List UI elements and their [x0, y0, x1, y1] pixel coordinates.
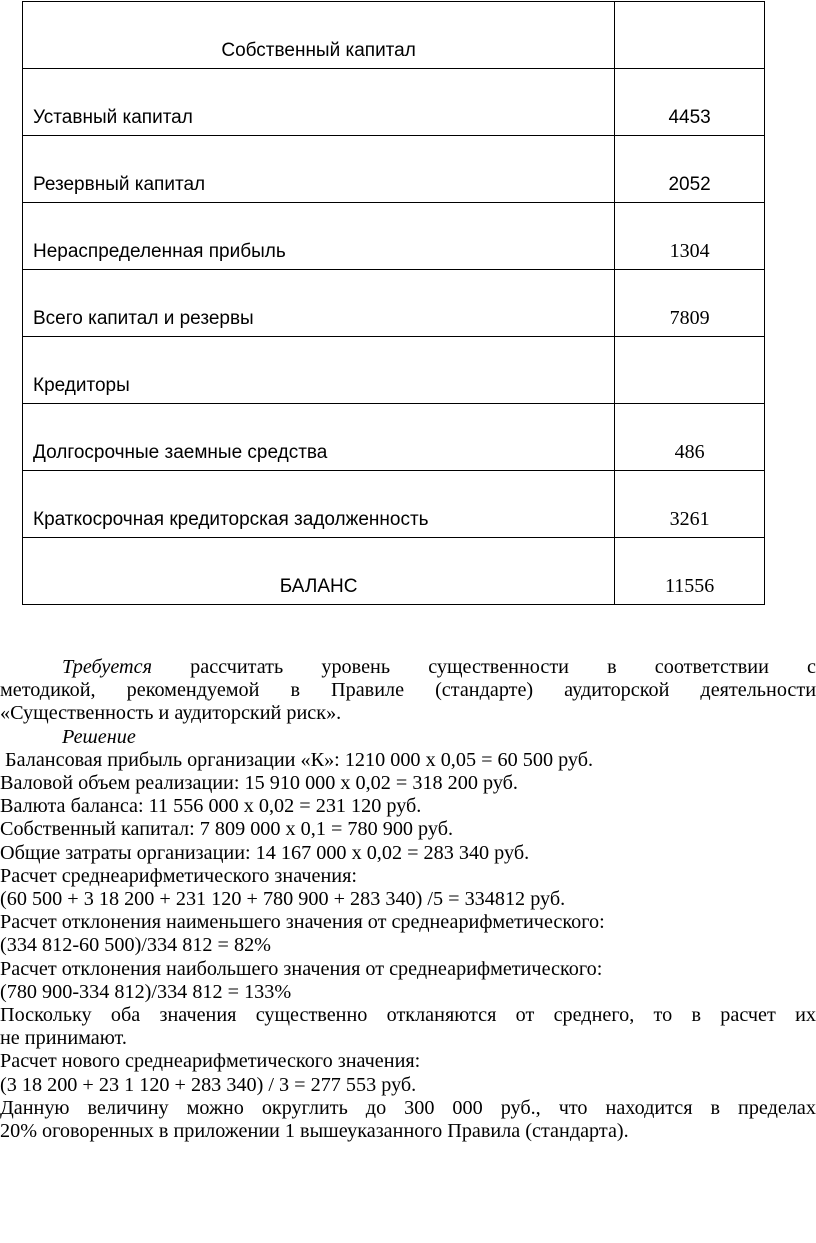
row-value	[615, 337, 765, 404]
table-row	[23, 337, 765, 404]
table-row	[23, 2, 765, 69]
row-label: Резервный капитал	[23, 136, 615, 203]
solution-line: Расчет среднеарифметического значения:	[0, 864, 357, 887]
row-value: 486	[615, 404, 765, 471]
table-header-cell: Собственный капитал	[23, 2, 615, 69]
row-value: 4453	[615, 69, 765, 136]
table-row	[23, 404, 765, 471]
table-row	[23, 471, 765, 538]
table-row	[23, 538, 765, 605]
row-value: 1304	[615, 203, 765, 270]
balance-table	[22, 1, 765, 605]
solution-line: Валовой объем реализации: 15 910 000 х 0,02 = 318 200 руб.	[0, 772, 518, 795]
solution-line: 20% оговоренных в приложении 1 вышеуказанного Правила (стандарта).	[0, 1120, 629, 1143]
solution-line: Общие затраты организации: 14 167 000 х 0,02 = 283 340 руб.	[0, 841, 530, 864]
table-value-cell	[615, 2, 765, 69]
row-value: 2052	[615, 136, 765, 203]
solution-heading: Решение	[62, 725, 136, 748]
task-line: «Существенность и аудиторский риск».	[0, 702, 342, 725]
solution-line: (3 18 200 + 23 1 120 + 283 340) / 3 = 277 553 руб.	[0, 1073, 417, 1096]
row-label: Всего капитал и резервы	[23, 270, 615, 337]
solution-line: Балансовая прибыль организации «К»: 1210 000 х 0,05 = 60 500 руб.	[0, 748, 594, 771]
table-row	[23, 69, 765, 136]
solution-line: Расчет отклонения наименьшего значения от среднеарифметического:	[0, 911, 605, 934]
table-row	[23, 136, 765, 203]
solution-line: Валюта баланса: 11 556 000 х 0,02 = 231 120 руб.	[0, 795, 422, 818]
row-label: Уставный капитал	[23, 69, 615, 136]
row-label: Нераспределенная прибыль	[23, 203, 615, 270]
task-emphasis: Требуется	[62, 656, 152, 678]
task-line-rest: рассчитать уровень существенности в соответствии с	[151, 656, 816, 678]
total-value: 11556	[615, 538, 765, 605]
document-text	[0, 656, 816, 1143]
row-label: Краткосрочная кредиторская задолженность	[23, 471, 615, 538]
solution-line: не принимают.	[0, 1027, 127, 1050]
table-row	[23, 270, 765, 337]
solution-line: Расчет нового среднеарифметического значения:	[0, 1050, 421, 1073]
solution-line: Расчет отклонения наибольшего значения от среднеарифметического:	[0, 957, 603, 980]
solution-line: (334 812-60 500)/334 812 = 82%	[0, 934, 271, 957]
task-line: методикой, рекомендуемой в Правиле (стандарте) аудиторской деятельности	[0, 679, 816, 702]
solution-line: Данную величину можно округлить до 300 000 руб., что находится в пределах	[0, 1096, 816, 1119]
row-value: 3261	[615, 471, 765, 538]
solution-line: Собственный капитал: 7 809 000 х 0,1 = 780 900 руб.	[0, 818, 454, 841]
solution-line: Поскольку оба значения существенно откланяются от среднего, то в расчет их	[0, 1004, 816, 1027]
total-label: БАЛАНС	[23, 538, 615, 605]
row-label: Долгосрочные заемные средства	[23, 404, 615, 471]
solution-line: (60 500 + 3 18 200 + 231 120 + 780 900 + 283 340) /5 = 334812 руб.	[0, 888, 566, 911]
solution-line: (780 900-334 812)/334 812 = 133%	[0, 980, 292, 1003]
row-label: Кредиторы	[23, 337, 615, 404]
task-line	[0, 656, 816, 679]
row-value: 7809	[615, 270, 765, 337]
table-row	[23, 203, 765, 270]
